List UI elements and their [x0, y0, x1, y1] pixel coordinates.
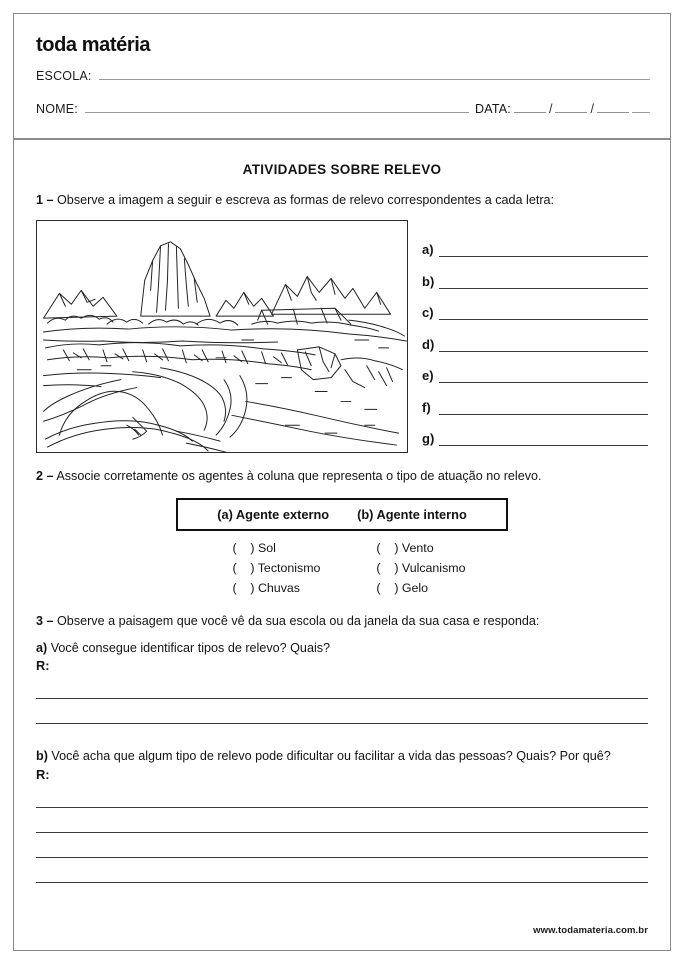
answer-line-a [422, 226, 648, 258]
question-3a-text [36, 640, 648, 657]
question-3-text [36, 613, 648, 630]
answer-line-c [422, 289, 648, 321]
question-3b-answer-label: R: [36, 767, 50, 783]
answer-letter-d: d) [422, 336, 435, 352]
option-vento[interactable]: ( ) Vento [376, 540, 434, 555]
question-3a-answer-lines [36, 674, 648, 724]
column-header-internal: (b) Agente interno [357, 506, 467, 522]
answer-letter-g: g) [422, 431, 435, 447]
question-3-prompt: Observe a paisagem que você vê da sua escola ou da janela da sua casa e responda: [57, 613, 540, 628]
answer-line-g [422, 415, 648, 447]
write-line[interactable] [36, 808, 648, 833]
school-label: ESCOLA: [36, 69, 92, 83]
question-1-content [36, 220, 648, 453]
answer-letter-e: e) [422, 368, 434, 384]
date-separator-2: / [590, 102, 594, 116]
question-2-number: 2 – [36, 468, 54, 483]
answer-blank-b[interactable] [439, 279, 648, 289]
write-line[interactable] [36, 833, 648, 858]
site-url-footer: www.todamateria.com.br [533, 925, 648, 936]
question-3-number: 3 – [36, 613, 54, 628]
write-line[interactable] [36, 783, 648, 808]
answer-blank-e[interactable] [439, 373, 648, 383]
answer-blank-c[interactable] [439, 310, 648, 320]
answer-blank-f[interactable] [439, 405, 648, 415]
date-label: DATA: [475, 102, 511, 116]
option-chuvas[interactable]: ( ) Chuvas [232, 580, 300, 595]
question-3b-prompt: Você acha que algum tipo de relevo pode dificultar ou facilitar a vida das pessoas? Quais? Por quê? [51, 749, 611, 764]
page-title: ATIVIDADES SOBRE RELEVO [242, 162, 442, 177]
answer-letter-f: f) [422, 399, 431, 415]
option-vulcanismo[interactable]: ( ) Vulcanismo [376, 560, 466, 575]
column-header-external: (a) Agente externo [217, 506, 330, 522]
date-separator-1: / [548, 102, 553, 116]
landscape-illustration [36, 220, 408, 453]
option-sol[interactable]: ( ) Sol [232, 540, 276, 555]
answer-blank-d[interactable] [439, 342, 648, 352]
answer-blank-g[interactable] [439, 436, 648, 446]
question-2-text [36, 468, 648, 485]
question-3a-letter: a) [36, 640, 48, 655]
answer-letter-b: b) [422, 273, 435, 289]
question-2-prompt: Associe corretamente os agentes à coluna que representa o tipo de atuação no relevo. [56, 468, 542, 483]
worksheet-body [14, 162, 670, 883]
answer-line-b [422, 257, 648, 289]
question-1-prompt: Observe a imagem a seguir e escreva as formas de relevo correspondentes a cada letra: [57, 193, 555, 207]
write-line[interactable] [36, 699, 648, 724]
answer-letter-a: a) [422, 242, 434, 258]
date-year-blank[interactable] [597, 101, 629, 113]
worksheet-page [13, 13, 671, 951]
answer-line-e [422, 352, 648, 384]
date-field [469, 101, 632, 116]
write-line[interactable] [36, 858, 648, 883]
question-3a-answer-label: R: [36, 658, 50, 674]
agent-columns-header-box [176, 498, 508, 531]
school-field [36, 68, 650, 83]
answer-line-f [422, 383, 648, 415]
answer-blank-a[interactable] [439, 247, 648, 257]
option-tectonismo[interactable]: ( ) Tectonismo [232, 560, 321, 575]
question-3a-prompt: Você consegue identificar tipos de relevo? Quais? [50, 640, 331, 655]
agent-options-right-column [376, 540, 465, 598]
agent-options-left-column [233, 540, 321, 598]
write-line[interactable] [36, 674, 648, 699]
question-1-text [36, 192, 648, 209]
question-1-number: 1 – [36, 193, 54, 207]
brand-logo: toda matéria [36, 34, 151, 56]
answer-letter-c: c) [422, 305, 434, 321]
option-gelo[interactable]: ( ) Gelo [376, 580, 429, 595]
question-3b-text [36, 748, 648, 765]
question-3b-letter: b) [36, 749, 48, 764]
name-label: NOME: [36, 102, 78, 116]
question-3b-answer-lines [36, 783, 648, 883]
date-day-blank[interactable] [514, 101, 546, 113]
spacer [36, 724, 648, 738]
school-blank-line[interactable] [99, 68, 650, 80]
worksheet-header [14, 14, 670, 140]
date-month-blank[interactable] [555, 101, 587, 113]
agent-options [36, 540, 648, 598]
question-1-answer-lines [422, 220, 648, 447]
answer-line-d [422, 320, 648, 352]
